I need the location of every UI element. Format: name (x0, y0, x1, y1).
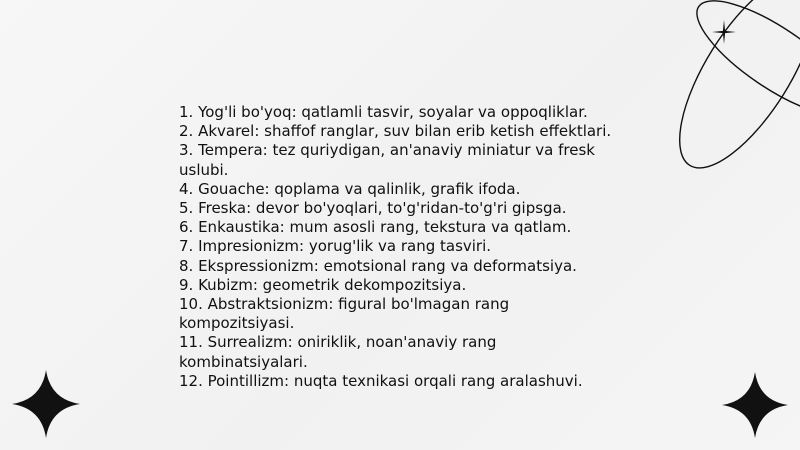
sparkle-star-icon (712, 20, 736, 44)
list-item: 5. Freska: devor bo'yoqlari, to'g'ridan-to'g'ri gipsga. (179, 199, 567, 218)
list-item: 1. Yog'li bo'yoq: qatlamli tasvir, soyalar va oppoqliklar. (179, 103, 588, 121)
list-item: 8. Ekspressionizm: emotsional rang va deformatsiya. (179, 256, 577, 275)
list-item: 9. Kubizm: geometrik dekompozitsiya. (179, 275, 467, 294)
list-item: 10. Abstraktsionizm: figural bo'lmagan rang kompozitsiyasi. (179, 295, 510, 333)
list-item: 3. Tempera: tez quriydigan, an'anaviy miniatur va fresk uslubi. (179, 141, 595, 179)
list-item: 7. Impresionizm: yorug'lik va rang tasviri. (179, 237, 492, 256)
four-point-star-icon (722, 372, 788, 438)
list-item: 11. Surrealizm: oniriklik, noan'anaviy rang kombinatsiyalari. (179, 333, 497, 371)
list-item: 4. Gouache: qoplama va qalinlik, grafik ifoda. (179, 179, 521, 198)
list-item: 12. Pointillizm: nuqta texnikasi orqali rang aralashuvi. (179, 371, 583, 390)
painting-techniques-list (179, 103, 619, 391)
list-item: 2. Akvarel: shaffof ranglar, suv bilan erib ketish effektlari. (179, 122, 612, 141)
list-item: 6. Enkaustika: mum asosli rang, tekstura va qatlam. (179, 218, 572, 237)
four-point-star-icon (12, 370, 80, 438)
